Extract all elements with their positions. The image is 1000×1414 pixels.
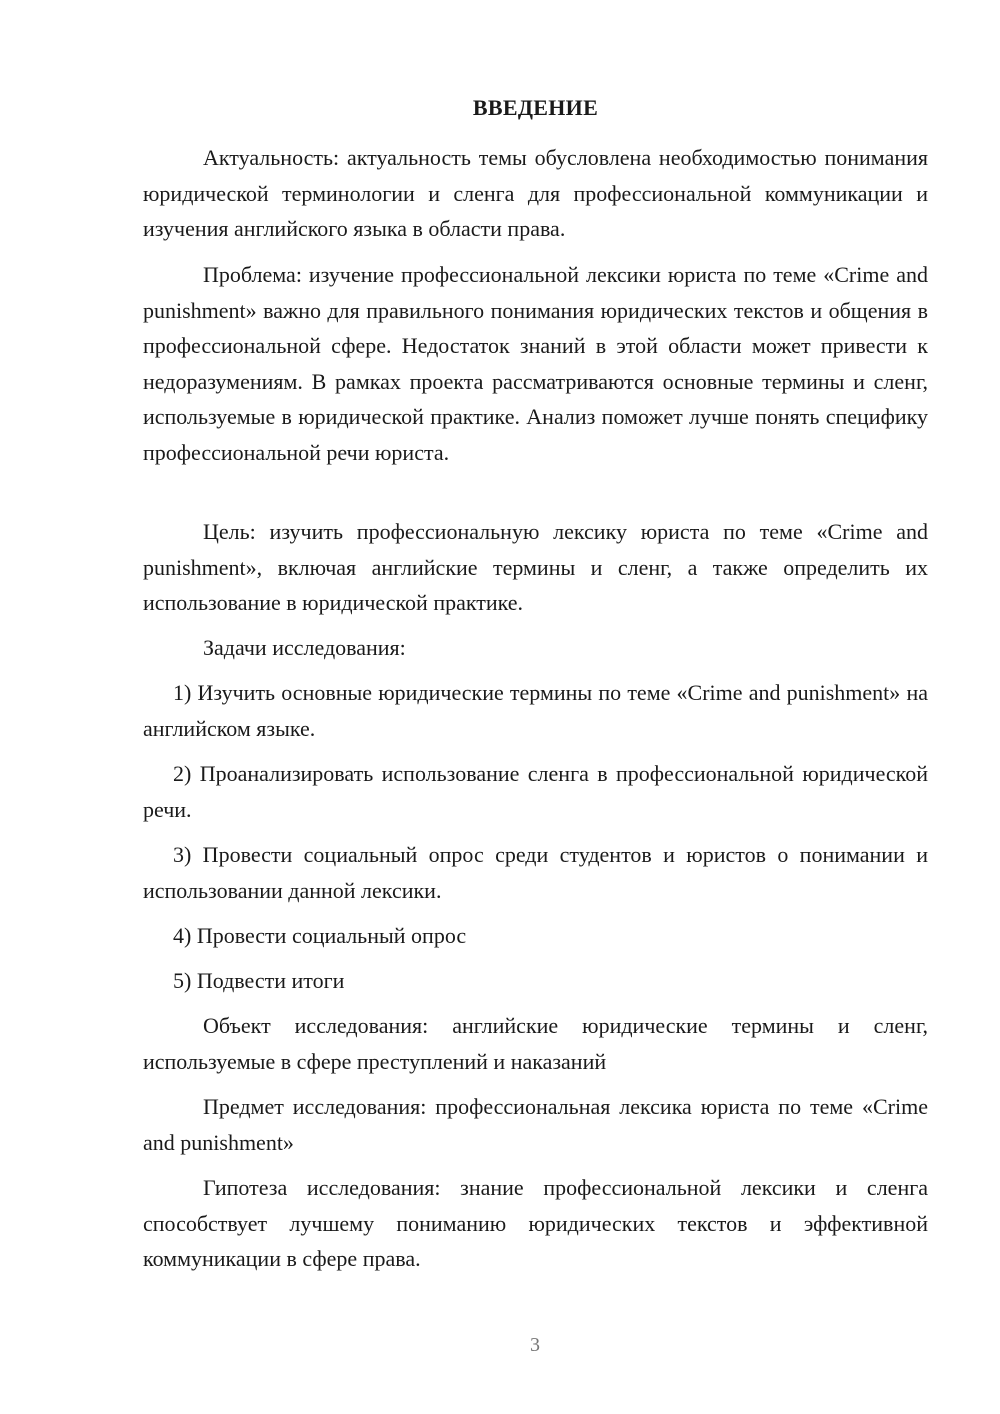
list-item-task-1: 1) Изучить основные юридические термины по теме «Crime and punishment» на английском языке. bbox=[143, 680, 928, 741]
list-item-task-5: 5) Подвести итоги bbox=[173, 968, 345, 993]
page-number: 3 bbox=[530, 1334, 540, 1356]
page-title: ВВЕДЕНИЕ bbox=[472, 95, 599, 120]
paragraph-relevance: Актуальность: актуальность темы обусловлена необходимостью понимания юридической терминологии и сленга для профессиональной коммуникации и изучения английского языка в области права. bbox=[143, 145, 928, 241]
paragraph-goal: Цель: изучить профессиональную лексику юриста по теме «Crime and punishment», включая английские термины и сленг, а также определить их использование в юридической практике. bbox=[143, 519, 928, 615]
paragraph-subject: Предмет исследования: профессиональная лексика юриста по теме «Crime and punishment» bbox=[143, 1094, 928, 1155]
paragraph-problem: Проблема: изучение профессиональной лексики юриста по теме «Crime and punishment» важно для правильного понимания юридических текстов и общения в профессиональной сфере. Недостаток знаний в этой области может привести к недоразумениям. В рамках проекта рассматриваются основные термины и сленг, используемые в юридической практике. Анализ поможет лучше понять специфику профессиональной речи юриста. bbox=[143, 262, 928, 465]
list-item-task-4: 4) Провести социальный опрос bbox=[173, 923, 467, 948]
list-item-task-2: 2) Проанализировать использование сленга в профессиональной юридической речи. bbox=[143, 761, 928, 822]
list-item-task-3: 3) Провести социальный опрос среди студентов и юристов о понимании и использовании данной лексики. bbox=[143, 842, 928, 903]
paragraph-object: Объект исследования: английские юридические термины и сленг, используемые в сфере преступлений и наказаний bbox=[143, 1013, 928, 1074]
paragraph-tasks-heading: Задачи исследования: bbox=[203, 635, 406, 660]
paragraph-hypothesis: Гипотеза исследования: знание профессиональной лексики и сленга способствует лучшему пониманию юридических текстов и эффективной коммуникации в сфере права. bbox=[143, 1175, 928, 1271]
